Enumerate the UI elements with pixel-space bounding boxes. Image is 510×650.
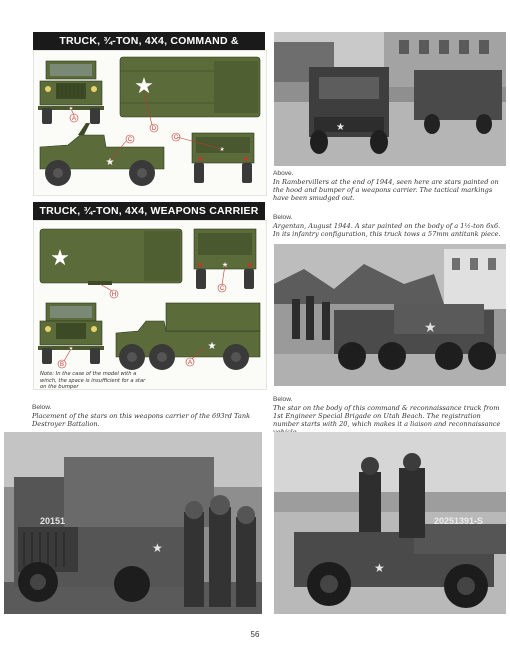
svg-text:★: ★ [105,157,115,168]
caption-bottom-right [273,396,505,436]
caption-bottom-right-text: The star on the body of this command & reconnaissance truck from 1st Engineer Special Brigade on Utah Beach. The registration number starts with 20, which makes it a liaison and reconnaissance [273,404,501,428]
svg-text:★: ★ [221,262,229,269]
section1-title: TRUCK, ¾-TON, 4X4, COMMAND & [33,32,265,68]
callout-a-wc: A [187,360,193,366]
callout-d: D [151,126,157,132]
callout-a: A [71,116,77,122]
section2-title: TRUCK, ¾-TON, 4X4, WEAPONS CARRIER [33,202,265,220]
caption-top-right-label: Above. [273,170,294,177]
br-serial-marking: 20251391-S [434,516,484,526]
callout-c-wc: C [219,286,225,292]
svg-text:★: ★ [134,73,154,98]
section1-diagram [33,50,267,196]
svg-text:★: ★ [68,346,74,352]
wc-top-view [40,229,182,285]
callout-c-rear: C [173,135,179,141]
section2-note: Note: In the case of the model with a winch, the space is insufficient for a star on the bumper [40,371,146,390]
svg-text:★: ★ [374,561,385,575]
svg-text:★: ★ [219,147,225,153]
cr-top-view [120,57,260,117]
caption-bottom-left-text: Placement of the stars on this weapons carrier of the 693rd Tank Destroyer Battalion. [32,412,251,428]
svg-text:★: ★ [68,106,74,112]
section2-diagram [33,220,267,390]
section1-drawing [34,51,266,195]
svg-text:★: ★ [424,319,437,335]
caption-mid-right-text: Argentan, August 1944. A star painted on the body of a 1½-ton 6x6. In its infantry configuration, this truck tows a 57mm antitank piece. [273,222,501,238]
svg-text:★: ★ [207,341,217,352]
cr-front-view [38,61,104,124]
page-number: 56 [250,630,260,639]
caption-top-right-text: In Rambervillers at the end of 1944, seen here are stars painted on the hood and bumper of a weapons carrier. The tactical markings have been smudged out. [273,178,499,202]
caption-top-right [273,170,505,202]
wc-front-view [38,303,104,364]
photo-utah-beach [274,432,506,614]
cr-rear-view [192,133,254,183]
caption-bottom-right-label: Below. [273,396,293,403]
callout-b: B [59,362,65,368]
caption-bottom-left [32,404,264,428]
callout-c: C [127,137,133,143]
wc-rear-view [194,229,256,289]
svg-text:★: ★ [50,245,70,270]
bl-serial-marking: 20151 [40,516,66,526]
photo-693rd-weapons-carrier [4,432,262,614]
photo-argentan [274,244,506,386]
callout-h: H [111,292,117,298]
section2-drawing [34,221,266,389]
photo-rambervillers [274,32,506,166]
svg-text:★: ★ [152,541,163,555]
caption-bottom-left-label: Below. [32,404,52,411]
caption-mid-right-label: Below. [273,214,293,221]
svg-text:★: ★ [336,122,345,133]
cr-side-view [40,123,164,186]
caption-mid-right [273,214,505,238]
